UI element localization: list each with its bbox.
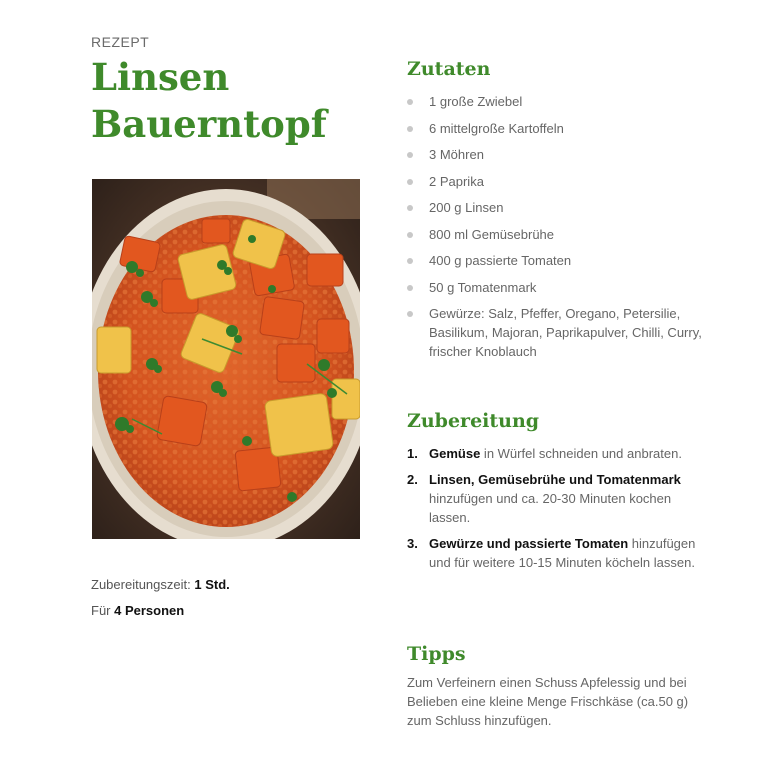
recipe-kicker: REZEPT bbox=[91, 34, 150, 50]
bullet-icon bbox=[407, 232, 413, 238]
bullet-icon bbox=[407, 99, 413, 105]
preparation-heading: Zubereitung bbox=[407, 410, 540, 432]
step-item bbox=[407, 534, 707, 572]
ingredient-item bbox=[407, 198, 707, 217]
step-text: in Würfel schneiden und anbraten. bbox=[480, 446, 682, 461]
ingredient-item bbox=[407, 119, 707, 138]
ingredient-item bbox=[407, 251, 707, 270]
ingredient-item bbox=[407, 172, 707, 191]
bullet-icon bbox=[407, 285, 413, 291]
ingredient-item bbox=[407, 145, 707, 164]
step-number: 1. bbox=[407, 446, 418, 461]
step-item bbox=[407, 470, 707, 527]
preparation-steps bbox=[407, 444, 707, 579]
ingredient-text: 2 Paprika bbox=[429, 173, 484, 189]
prep-time-value: 1 Std. bbox=[194, 577, 230, 592]
ingredient-item bbox=[407, 225, 707, 244]
ingredient-text: 1 große Zwiebel bbox=[429, 94, 523, 109]
prep-time bbox=[91, 577, 230, 592]
tips-text: Zum Verfeinern einen Schuss Apfelessig und bei Belieben eine kleine Menge Frischkäse (ca.50 g) zum Schluss hinzufügen. bbox=[407, 675, 689, 728]
step-item bbox=[407, 444, 707, 463]
step-highlight: Gemüse bbox=[429, 446, 481, 461]
bullet-icon bbox=[407, 311, 413, 317]
ingredient-text: 400 g passierte Tomaten bbox=[429, 253, 572, 268]
lentil-stew-photo bbox=[92, 179, 360, 539]
servings-value: 4 Personen bbox=[114, 603, 185, 618]
ingredient-text: 200 g Linsen bbox=[429, 200, 504, 215]
tips-heading: Tipps bbox=[407, 643, 466, 665]
ingredient-item bbox=[407, 278, 707, 297]
bullet-icon bbox=[407, 179, 413, 185]
ingredient-text: 6 mittelgroße Kartoffeln bbox=[429, 120, 564, 136]
ingredient-text: 50 g Tomatenmark bbox=[429, 279, 537, 295]
bullet-icon bbox=[407, 126, 413, 132]
step-text: hinzufügen und für weitere 10-15 Minuten köcheln lassen. bbox=[429, 536, 696, 570]
step-number: 2. bbox=[407, 472, 418, 487]
ingredient-text: 3 Möhren bbox=[429, 147, 484, 162]
ingredient-text: 800 ml Gemüsebrühe bbox=[429, 226, 555, 242]
recipe-title: Linsen Bauerntopf bbox=[91, 55, 327, 146]
step-highlight: Linsen, Gemüsebrühe und Tomatenmark bbox=[429, 472, 681, 487]
ingredient-item bbox=[407, 92, 707, 111]
ingredients-heading: Zutaten bbox=[407, 58, 491, 80]
servings bbox=[91, 603, 184, 618]
ingredient-text: Gewürze: Salz, Pfeffer, Oregano, Petersilie, Basilikum, Majoran, Paprikapulver, Chilli, Curry, frischer Knoblauch bbox=[429, 306, 702, 359]
servings-prefix: Für bbox=[91, 603, 111, 618]
bullet-icon bbox=[407, 258, 413, 264]
bullet-icon bbox=[407, 152, 413, 158]
prep-time-label: Zubereitungszeit: bbox=[91, 577, 191, 592]
step-text: hinzufügen und ca. 20-30 Minuten kochen lassen. bbox=[429, 491, 672, 525]
step-number: 3. bbox=[407, 536, 418, 551]
ingredients-list bbox=[407, 92, 707, 369]
bullet-icon bbox=[407, 205, 413, 211]
step-highlight: Gewürze und passierte Tomaten bbox=[429, 536, 629, 551]
ingredient-item bbox=[407, 304, 707, 361]
